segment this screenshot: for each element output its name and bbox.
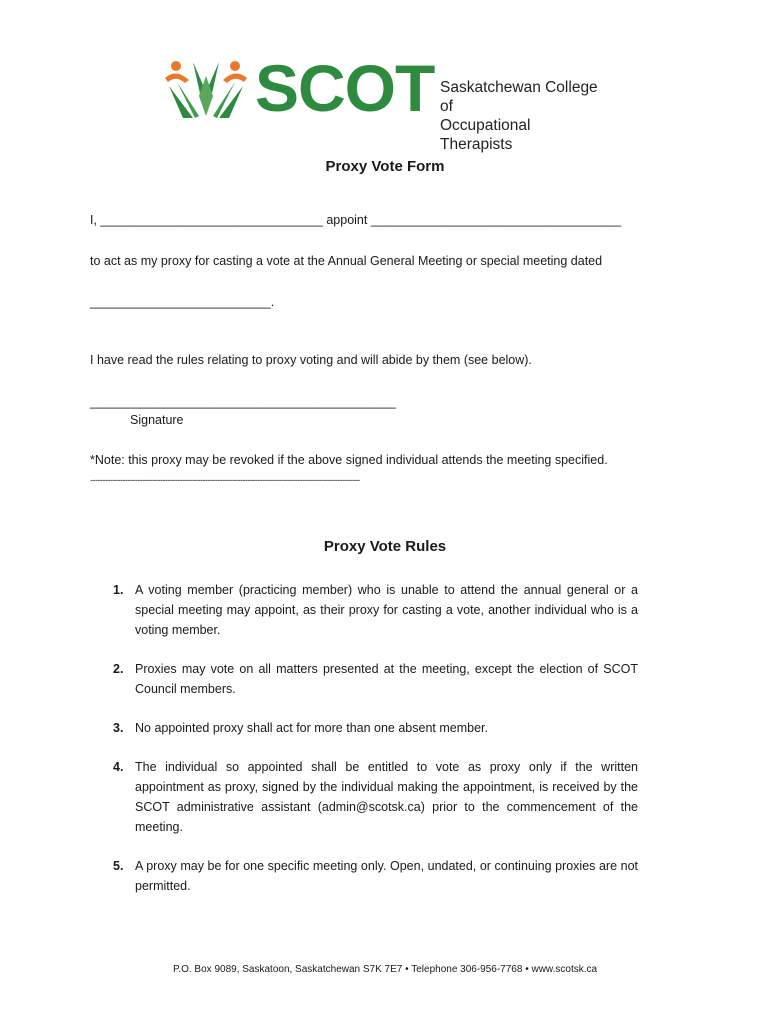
rule-item	[113, 757, 638, 837]
rule-text: The individual so appointed shall be entitled to vote as proxy only if the written appointment as proxy, signed by the individual making the appointment, is received by the SCOT administrative assistant (admin@scotsk.ca) prior to the commencement of the meeting.	[135, 760, 638, 834]
scot-emblem-icon	[163, 58, 249, 120]
rule-text: A voting member (practicing member) who is unable to attend the annual general or a special meeting may appoint, as their proxy for casting a vote, another individual who is a voting member.	[135, 583, 638, 637]
footer-contact: P.O. Box 9089, Saskatoon, Saskatchewan S7K 7E7 • Telephone 306-956-7768 • www.scotsk.ca	[172, 964, 598, 975]
rule-item	[113, 580, 638, 640]
rules-list	[113, 580, 638, 915]
rules-title: Proxy Vote Rules	[323, 538, 447, 555]
proxy-purpose-line: to act as my proxy for casting a vote at the Annual General Meeting or special meeting dated	[90, 254, 603, 268]
rule-item	[113, 718, 638, 738]
logo-wordmark: SCOT	[255, 51, 435, 125]
logo-subtitle-line1: Saskatchewan College of	[440, 79, 598, 115]
signature-line: ____________________________________________	[90, 395, 396, 409]
acknowledgement-line: I have read the rules relating to proxy voting and will abide by them (see below).	[90, 353, 532, 367]
appointment-line: I, ________________________________ appoint ____________________________________	[90, 213, 622, 227]
logo-subtitle	[440, 78, 603, 154]
form-title: Proxy Vote Form	[325, 158, 445, 175]
logo-subtitle-line2: Occupational Therapists	[440, 117, 531, 153]
rule-number: 5.	[113, 859, 124, 873]
rule-item	[113, 856, 638, 896]
meeting-date-line: __________________________.	[90, 295, 275, 309]
rule-number: 3.	[113, 721, 124, 735]
rule-number: 1.	[113, 583, 124, 597]
scot-logo	[163, 51, 603, 153]
rule-number: 2.	[113, 662, 124, 676]
revocation-note: *Note: this proxy may be revoked if the above signed individual attends the meeting specified.	[90, 453, 608, 467]
rule-number: 4.	[113, 760, 124, 774]
rule-text: A proxy may be for one specific meeting only. Open, undated, or continuing proxies are not permitted.	[135, 859, 638, 893]
rule-text: No appointed proxy shall act for more than one absent member.	[135, 721, 488, 735]
rule-item	[113, 659, 638, 699]
rule-text: Proxies may vote on all matters presented at the meeting, except the election of SCOT Council members.	[135, 662, 638, 696]
signature-label: Signature	[130, 413, 184, 427]
separator-line: ------------------------------------------------------------------------------------------------------------	[90, 475, 360, 485]
